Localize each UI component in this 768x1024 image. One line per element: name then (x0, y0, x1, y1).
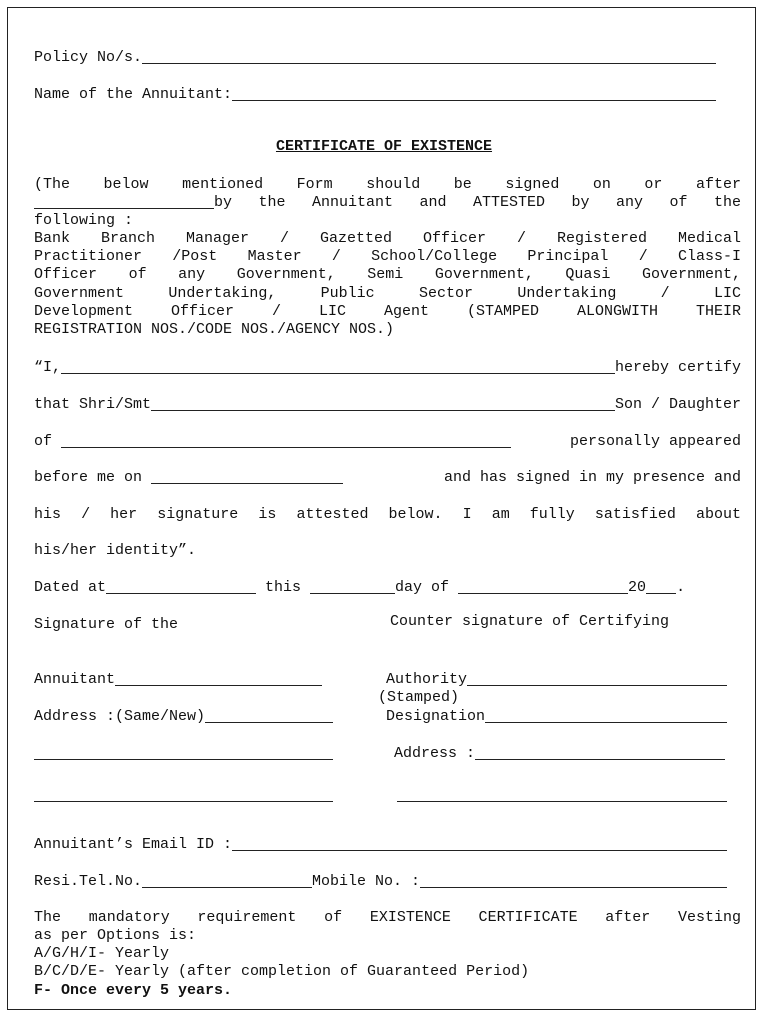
annuitant-address-line-3 (34, 785, 333, 805)
address-right-label: Address : (394, 745, 476, 762)
cert-l2-suffix: Son / Daughter (614, 396, 741, 413)
resi-tel-label: Resi.Tel.No. (34, 873, 143, 890)
annuitant-address-line-2 (34, 743, 333, 763)
year-prefix: 20 (628, 579, 647, 596)
footer-line-5: F- Once every 5 years. (34, 982, 233, 999)
authority-signature-field[interactable] (467, 672, 727, 686)
cert-line-3 (34, 431, 741, 451)
designation-field[interactable] (485, 709, 727, 723)
instruction-line-3: following : (34, 212, 134, 229)
cert-l4-suffix: and has signed in my presence and (434, 469, 741, 486)
annuitant-address-row (34, 706, 333, 726)
this-label: this (256, 579, 311, 596)
annuitant-address-field[interactable] (205, 709, 333, 723)
annuitant-address-field-3[interactable] (34, 788, 333, 802)
authority-label: Authority (386, 671, 468, 688)
cert-l2-prefix: that Shri/Smt (34, 396, 152, 413)
day-of-label: day of (395, 579, 459, 596)
designation-row (386, 706, 727, 726)
designation-label: Designation (386, 708, 486, 725)
instruction-line-8: Development Officer / LIC Agent (STAMPED ALONGWITH THEIR (34, 303, 741, 320)
footer-line-3: A/G/H/I- Yearly (34, 945, 170, 962)
cert-l3-prefix: of (34, 433, 62, 450)
place-field[interactable] (106, 580, 256, 594)
authority-address-field[interactable] (475, 746, 725, 760)
annuitant-name-field[interactable] (232, 87, 716, 101)
resi-tel-field[interactable] (142, 874, 312, 888)
instruction-line-2-text: by the Annuitant and ATTESTED by any of the (214, 194, 741, 211)
cert-l4-prefix: before me on (34, 469, 152, 486)
instruction-line-6: Officer of any Government, Semi Government, Quasi Government, (34, 266, 741, 283)
authority-row (386, 669, 727, 689)
stamped-label: (Stamped) (378, 689, 460, 706)
cert-line-4 (34, 467, 741, 487)
mobile-label: Mobile No. : (312, 873, 421, 890)
policy-number-label: Policy No/s. (34, 49, 143, 66)
policy-number-field[interactable] (142, 50, 716, 64)
annuitant-signature-row (34, 669, 322, 689)
instruction-line-7: Government Undertaking, Public Sector Undertaking / LIC (34, 285, 741, 302)
certificate-title-text: CERTIFICATE OF EXISTENCE (275, 138, 493, 155)
authority-address-row (394, 743, 725, 763)
day-field[interactable] (310, 580, 395, 594)
year-field[interactable] (646, 580, 676, 594)
dated-at-label: Dated at (34, 579, 107, 596)
email-label: Annuitant’s Email ID : (34, 836, 233, 853)
cert-line-1 (34, 357, 741, 377)
instruction-line-5: Practitioner /Post Master / School/College Principal / Class-I (34, 248, 741, 265)
mobile-field[interactable] (420, 874, 727, 888)
left-signature-heading: Signature of the (34, 616, 179, 633)
appearance-date-field[interactable] (151, 470, 343, 484)
cert-l1-prefix: “I, (34, 359, 62, 376)
instruction-line-1: (The below mentioned Form should be signed on or after (34, 176, 741, 193)
footer-line-4: B/C/D/E- Yearly (after completion of Guaranteed Period) (34, 963, 530, 980)
parent-name-field[interactable] (61, 434, 511, 448)
annuitant-name-row (34, 84, 716, 104)
footer-line-2: as per Options is: (34, 927, 197, 944)
authority-address-field-2[interactable] (397, 788, 727, 802)
cert-line-6: his/her identity”. (34, 542, 197, 559)
cert-l1-suffix: hereby certify (614, 359, 741, 376)
annuitant-label: Annuitant (34, 671, 116, 688)
shri-smt-name-field[interactable] (151, 397, 615, 411)
annuitant-signature-field[interactable] (115, 672, 322, 686)
instruction-line-4: Bank Branch Manager / Gazetted Officer / Registered Medical (34, 230, 741, 247)
phone-row (34, 871, 727, 891)
annuitant-address-field-2[interactable] (34, 746, 333, 760)
footer-line-1: The mandatory requirement of EXISTENCE CERTIFICATE after Vesting (34, 909, 741, 926)
certificate-title (0, 138, 768, 155)
year-suffix: . (676, 579, 686, 596)
authority-address-line-2 (397, 785, 727, 805)
instruction-line-2 (34, 192, 741, 212)
cert-l3-suffix: personally appeared (560, 433, 741, 450)
dated-row (34, 577, 741, 597)
certifier-name-field[interactable] (61, 360, 615, 374)
email-field[interactable] (232, 837, 727, 851)
address-left-label: Address :(Same/New) (34, 708, 206, 725)
policy-number-row (34, 47, 716, 67)
month-field[interactable] (458, 580, 628, 594)
cert-line-2 (34, 394, 741, 414)
email-row (34, 834, 727, 854)
annuitant-name-label: Name of the Annuitant: (34, 86, 233, 103)
sign-after-date-field[interactable] (34, 195, 214, 209)
cert-line-5: his / her signature is attested below. I am fully satisfied about (34, 506, 741, 523)
right-signature-heading: Counter signature of Certifying (390, 613, 670, 630)
instruction-line-9: REGISTRATION NOS./CODE NOS./AGENCY NOS.) (34, 321, 395, 338)
